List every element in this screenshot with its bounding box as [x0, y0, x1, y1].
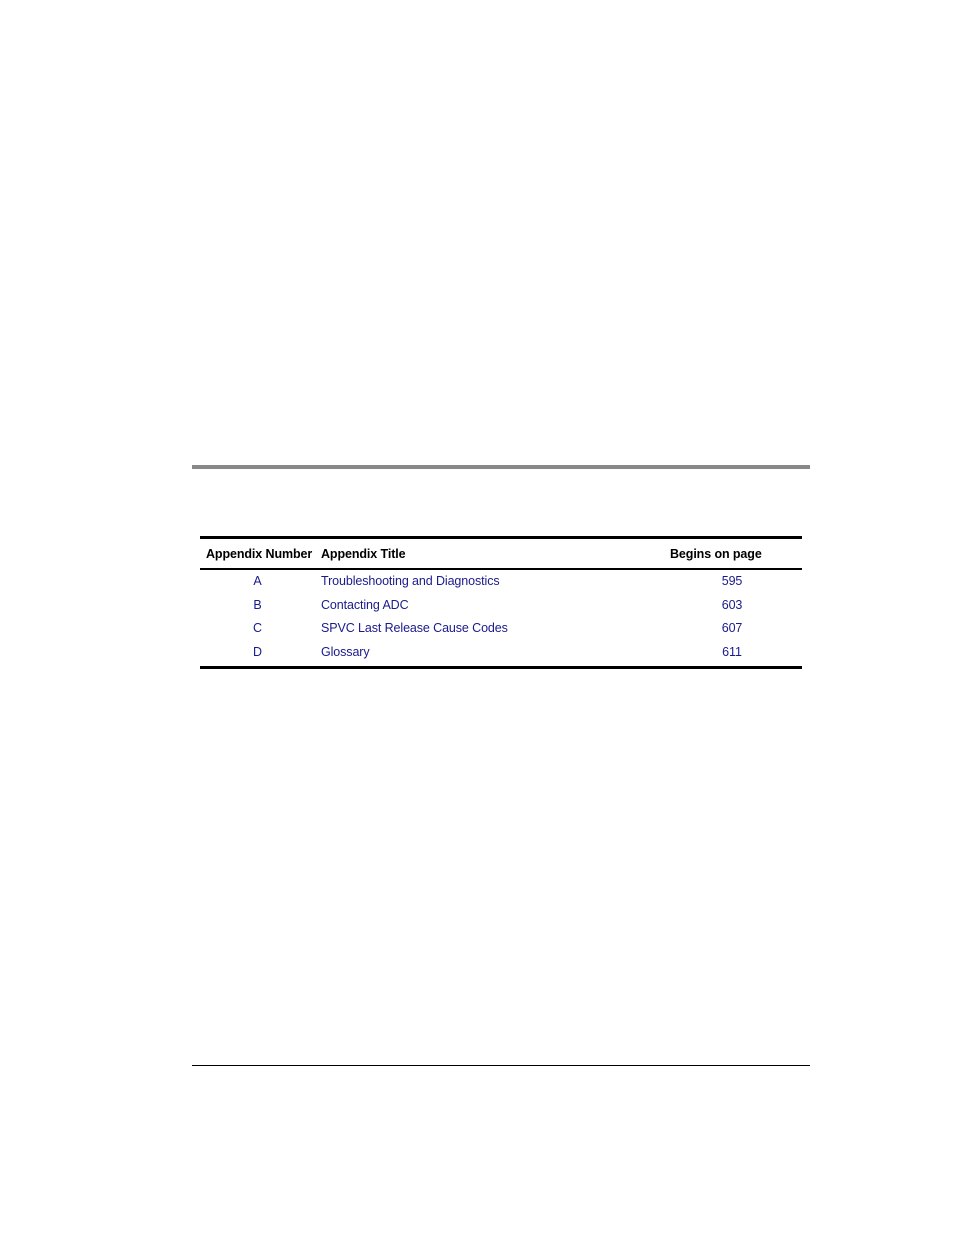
appendix-page-link[interactable]: 611	[722, 644, 742, 659]
section-divider-rule	[192, 465, 810, 469]
footer-rule	[192, 1065, 810, 1066]
appendix-number-link[interactable]: C	[253, 621, 262, 635]
appendix-number-link[interactable]: B	[253, 597, 262, 612]
appendix-page-link[interactable]: 603	[721, 597, 743, 612]
header-appendix-number: Appendix Number	[206, 547, 313, 561]
appendix-table	[200, 536, 802, 669]
table-row	[200, 595, 802, 619]
header-begins-on-page: Begins on page	[670, 547, 762, 561]
appendix-page-link[interactable]: 595	[721, 574, 743, 588]
appendix-title-link[interactable]: Glossary	[321, 644, 370, 659]
table-body	[200, 570, 802, 666]
appendix-page-link[interactable]: 607	[721, 621, 743, 635]
table-header	[200, 539, 802, 570]
table-row	[200, 642, 802, 666]
table-row	[200, 618, 802, 642]
header-appendix-title: Appendix Title	[321, 547, 406, 561]
appendix-number-link[interactable]: D	[253, 644, 262, 659]
table-row	[200, 571, 802, 595]
appendix-title-link[interactable]: Troubleshooting and Diagnostics	[321, 574, 500, 588]
appendix-number-link[interactable]: A	[253, 574, 262, 588]
appendix-title-link[interactable]: SPVC Last Release Cause Codes	[321, 621, 508, 635]
appendix-title-link[interactable]: Contacting ADC	[321, 597, 409, 612]
